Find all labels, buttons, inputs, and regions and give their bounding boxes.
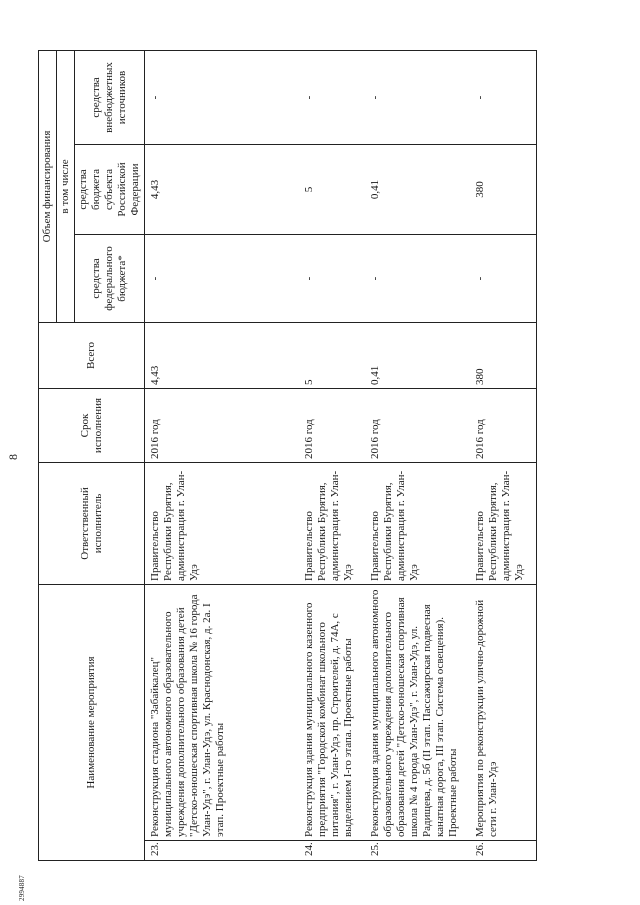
row-subject: 380 xyxy=(470,145,537,235)
table-row xyxy=(299,50,365,860)
row-number: 25. xyxy=(365,841,470,861)
table-row xyxy=(365,50,470,860)
row-name: Реконструкция стадиона "Забайкалец" муниципального автономного образовательного учреждения дополнительного образования детей "Детско-юношеская спортивная школа № 16 города Улан-Удэ", г. Улан-Удэ, ул. Краснодонская, д. 2а. I этап. Проектные работы xyxy=(145,585,300,841)
row-number: 23. xyxy=(145,841,300,861)
row-term: 2016 год xyxy=(145,389,300,463)
table-row xyxy=(470,50,537,860)
row-extra: - xyxy=(470,50,537,144)
page-number: 8 xyxy=(6,454,20,460)
row-name: Мероприятия по реконструкции улично-дорожной сети г. Улан-Удэ xyxy=(470,585,537,841)
row-extra: - xyxy=(365,50,470,144)
row-subject: 4,43 xyxy=(145,145,300,235)
activities-table xyxy=(38,50,537,861)
row-subject: 5 xyxy=(299,145,365,235)
header-name: Наименование мероприятия xyxy=(39,585,145,861)
header-including: в том числе xyxy=(57,50,75,322)
row-responsible: Правительство Республики Бурятия, администрация г. Улан-Удэ xyxy=(145,463,300,585)
row-federal: - xyxy=(470,235,537,323)
row-total: 380 xyxy=(470,323,537,389)
row-total: 5 xyxy=(299,323,365,389)
row-subject: 0,41 xyxy=(365,145,470,235)
document-stamp: 2994887 xyxy=(18,875,26,901)
header-term: Срок исполнения xyxy=(39,389,145,463)
row-name: Реконструкция здания муниципального казенного предприятия "Городской комбинат школьного питания", г. Улан-Удэ, пр. Строителей, д. 74А, с выделением I-го этапа. Проектные работы xyxy=(299,585,365,841)
row-extra: - xyxy=(145,50,300,144)
row-responsible: Правительство Республики Бурятия, администрация г. Улан-Удэ xyxy=(299,463,365,585)
row-federal: - xyxy=(365,235,470,323)
row-number: 24. xyxy=(299,841,365,861)
row-responsible: Правительство Республики Бурятия, администрация г. Улан-Удэ xyxy=(365,463,470,585)
row-extra: - xyxy=(299,50,365,144)
row-term: 2016 год xyxy=(470,389,537,463)
header-subject: средства бюджета субъекта Российской Федерации xyxy=(75,145,145,235)
row-total: 0,41 xyxy=(365,323,470,389)
header-extra: средства внебюджетных источников xyxy=(75,50,145,144)
row-federal: - xyxy=(299,235,365,323)
row-name: Реконструкция здания муниципального автономного образовательного учреждения дополнительного образования детей "Детско-юношеская спортивная школа № 4 города Улан-Удэ", г. Улан-Удэ, ул. Радищева, д. 5б (II этап. Пассажирская подвесная канатная дорога, III этап. Система освещения). Проектные работы xyxy=(365,585,470,841)
header-finance: Объем финансирования xyxy=(39,50,57,322)
table-row xyxy=(145,50,300,860)
row-number: 26. xyxy=(470,841,537,861)
row-term: 2016 год xyxy=(365,389,470,463)
row-federal: - xyxy=(145,235,300,323)
row-total: 4,43 xyxy=(145,323,300,389)
header-total: Всего xyxy=(39,323,145,389)
row-responsible: Правительство Республики Бурятия, администрация г. Улан-Удэ xyxy=(470,463,537,585)
header-responsible: Ответственный исполнитель xyxy=(39,463,145,585)
header-federal: средства федерального бюджета* xyxy=(75,235,145,323)
row-term: 2016 год xyxy=(299,389,365,463)
